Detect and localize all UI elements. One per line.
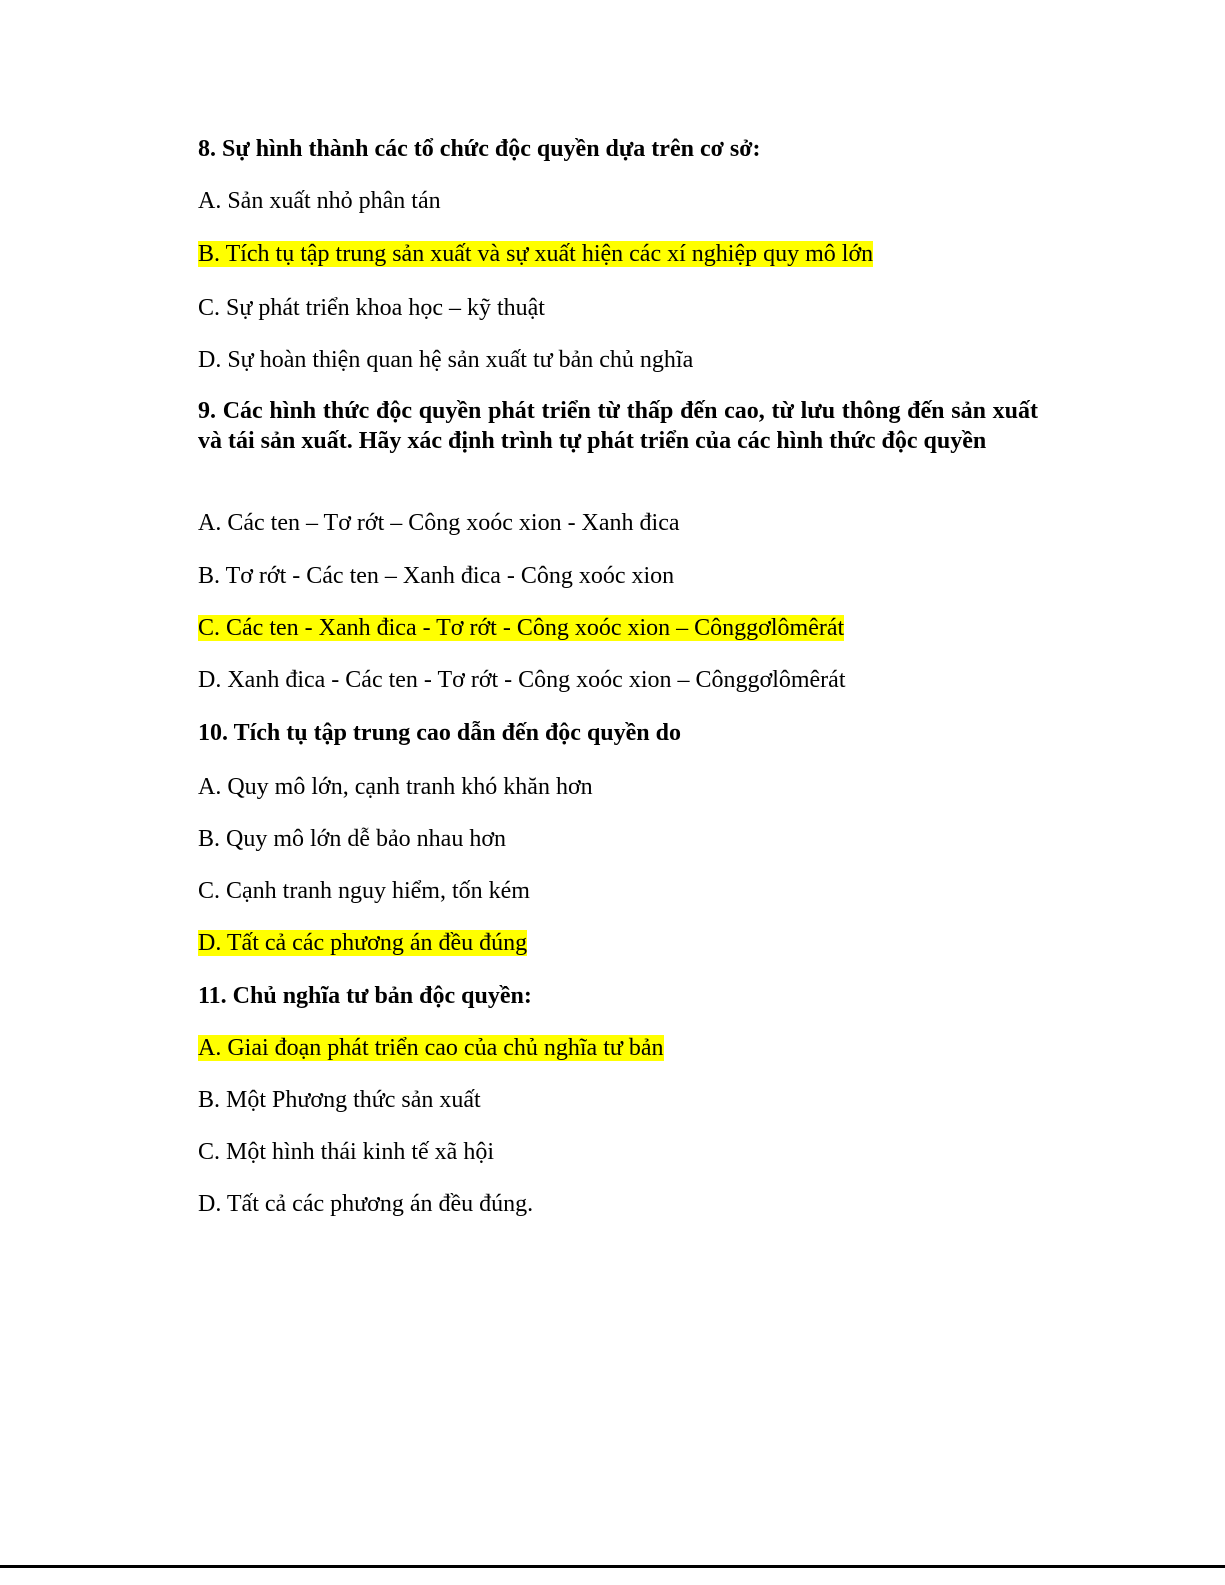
highlighted-option-text: D. Tất cả các phương án đều đúng (198, 930, 528, 956)
answer-option (198, 508, 680, 538)
option-text: C. Sự phát triển khoa học – kỹ thuật (198, 295, 545, 321)
question-text: 11. Chủ nghĩa tư bản độc quyền: (198, 983, 532, 1009)
option-text: B. Quy mô lớn dễ bảo nhau hơn (198, 826, 507, 852)
answer-option (198, 772, 593, 802)
option-text: A. Các ten – Tơ rớt – Công xoóc xion - Xanh đica (198, 510, 680, 536)
option-text: B. Một Phương thức sản xuất (198, 1087, 481, 1113)
answer-option-correct (198, 1033, 664, 1063)
highlighted-option-text: A. Giai đoạn phát triển cao của chủ nghĩa tư bản (198, 1035, 664, 1061)
question-text: 10. Tích tụ tập trung cao dẫn đến độc quyền do (198, 720, 681, 746)
question-heading (198, 134, 761, 164)
answer-option (198, 824, 506, 854)
answer-option-correct (198, 239, 873, 269)
question-text: 8. Sự hình thành các tổ chức độc quyền dựa trên cơ sở: (198, 136, 761, 162)
option-text: D. Sự hoàn thiện quan hệ sản xuất tư bản chủ nghĩa (198, 347, 694, 373)
question-heading (198, 981, 532, 1011)
answer-option-correct (198, 613, 844, 643)
question-heading (198, 718, 681, 748)
page-bottom-divider (0, 1565, 1225, 1568)
answer-option (198, 345, 693, 375)
answer-option (198, 293, 545, 323)
answer-option (198, 1085, 481, 1115)
answer-option (198, 1137, 494, 1167)
option-text: A. Sản xuất nhỏ phân tán (198, 188, 441, 214)
option-text: C. Cạnh tranh nguy hiểm, tốn kém (198, 878, 530, 904)
highlighted-option-text: B. Tích tụ tập trung sản xuất và sự xuất hiện các xí nghiệp quy mô lớn (198, 241, 874, 267)
answer-option (198, 876, 530, 906)
answer-option (198, 1189, 533, 1219)
answer-option (198, 561, 674, 591)
highlighted-option-text: C. Các ten - Xanh đica - Tơ rớt - Công xoóc xion – Cônggơlômêrát (198, 615, 845, 641)
option-text: B. Tơ rớt - Các ten – Xanh đica - Công xoóc xion (198, 563, 675, 589)
question-text: 9. Các hình thức độc quyền phát triển từ thấp đến cao, từ lưu thông đến sản xuất và tái sản xuất. Hãy xác định trình tự phát triển của các hình thức độc quyền (198, 398, 1038, 454)
option-text: A. Quy mô lớn, cạnh tranh khó khăn hơn (198, 774, 593, 800)
answer-option-correct (198, 928, 527, 958)
option-text: C. Một hình thái kinh tế xã hội (198, 1139, 494, 1165)
option-text: D. Xanh đica - Các ten - Tơ rớt - Công xoóc xion – Cônggơlômêrát (198, 667, 846, 693)
answer-option (198, 665, 846, 695)
option-text: D. Tất cả các phương án đều đúng. (198, 1191, 534, 1217)
question-heading (198, 396, 1038, 456)
answer-option (198, 186, 441, 216)
